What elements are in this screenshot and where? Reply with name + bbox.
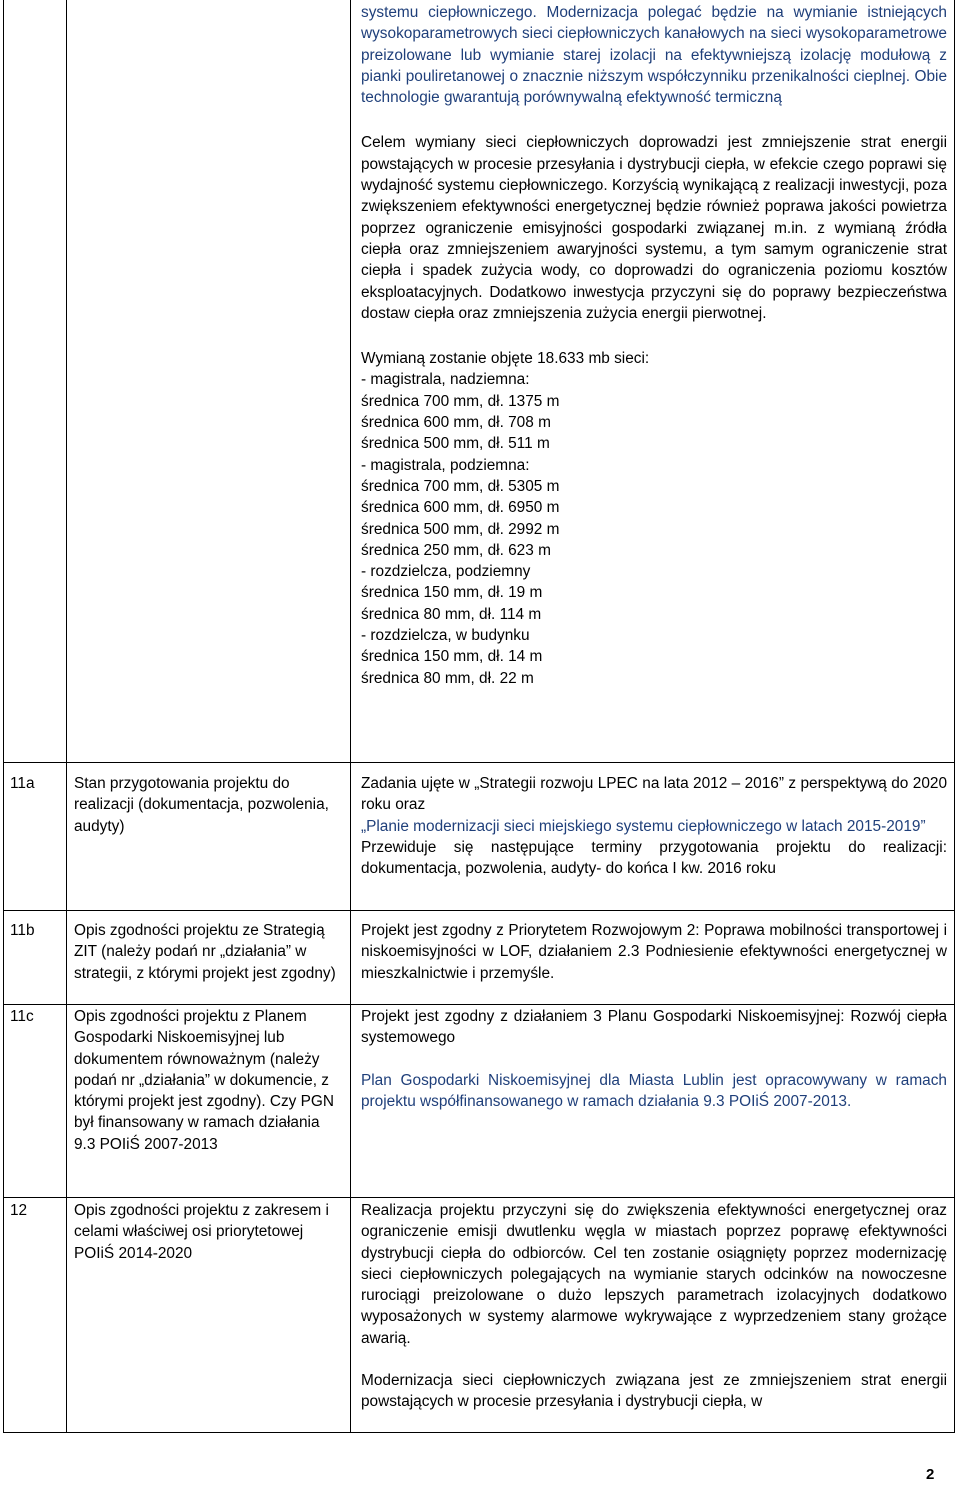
row-content-11b bbox=[361, 920, 947, 984]
list-item: średnica 600 mm, dł. 6950 m bbox=[361, 499, 560, 517]
strategy-reference: Zadania ujęte w „Strategii rozwoju LPEC na lata 2012 – 2016” z perspektywą do 2020 roku oraz bbox=[361, 775, 947, 814]
list-item: średnica 500 mm, dł. 2992 m bbox=[361, 520, 560, 538]
row-divider-11c bbox=[3, 1004, 955, 1005]
row-label-12: Opis zgodności projektu z zakresem i celami właściwej osi priorytetowej POIiŚ 2014-2020 bbox=[74, 1202, 329, 1262]
list-item: - rozdzielcza, podziemny bbox=[361, 563, 531, 581]
row-number-11a: 11a bbox=[10, 775, 35, 792]
network-modernization-text: Modernizacja sieci ciepłowniczych związana jest ze zmniejszeniem strat energii powstających w procesie przesyłania i dystrybucji ciepła, w bbox=[361, 1372, 947, 1411]
list-item: średnica 80 mm, dł. 22 m bbox=[361, 669, 534, 687]
list-item: średnica 250 mm, dł. 623 m bbox=[361, 541, 551, 559]
description-continuation bbox=[361, 2, 947, 689]
modernization-plan-reference: „Planie modernizacji sieci miejskiego systemu ciepłowniczego w latach 2015-2019” bbox=[361, 817, 926, 835]
pipe-list bbox=[361, 348, 947, 689]
list-item: średnica 700 mm, dł. 5305 m bbox=[361, 477, 560, 495]
row-number-11b: 11b bbox=[10, 922, 35, 939]
pipe-list-intro: Wymianą zostanie objęte 18.633 mb sieci: bbox=[361, 350, 650, 368]
list-item: średnica 500 mm, dł. 511 m bbox=[361, 435, 550, 453]
row-label-11a: Stan przygotowania projektu do realizacji (dokumentacja, pozwolenia, audyty) bbox=[74, 775, 329, 835]
list-item: średnica 80 mm, dł. 114 m bbox=[361, 605, 542, 623]
row-number-11c: 11c bbox=[10, 1008, 34, 1025]
row-content-11c bbox=[361, 1006, 947, 1112]
pgn-financing-text: Plan Gospodarki Niskoemisyjnej dla Miasta Lublin jest opracowywany w ramach projektu współfinansowanego w ramach działania 9.3 POIiŚ 2007-2013. bbox=[361, 1071, 947, 1110]
row-label-11b: Opis zgodności projektu ze Strategią ZIT (należy podań nr „działania” w strategii, z którymi projekt jest zgodny) bbox=[74, 922, 336, 982]
goal-paragraph: Celem wymiany sieci ciepłowniczych doprowadzi jest zmniejszenie strat energii powstających w procesie przesyłania i dystrybucji ciepła, w efekcie czego poprawi się wydajność systemu ciepłowniczego. Korzyścią wynikającą z realizacji inwestycji, poza zwiększeniem efektywności energetycznej będzie również poprawa jakości powietrza poprzez ograniczenie emisyjności gospodarki związanej m.in. z wymianą źródła ciepła oraz zmniejszeniem awaryjności systemu, a tym samym ograniczenie strat ciepła i spadek zużycia wody, co doprowadzi do ograniczenia poziomu kosztów eksploatacyjnych. Dodatkowo inwestycja przyczyni się do poprawy bezpieczeństwa dostaw ciepła oraz zmniejszenia zużycia energii pierwotnej. bbox=[361, 134, 947, 322]
pgn-compliance-text: Projekt jest zgodny z działaniem 3 Planu Gospodarki Niskoemisyjnej: Rozwój ciepła systemowego bbox=[361, 1008, 947, 1047]
row-content-11a bbox=[361, 773, 947, 879]
list-item: - magistrala, podziemna: bbox=[361, 456, 530, 474]
row-divider-11b bbox=[3, 910, 955, 911]
list-item: średnica 150 mm, dł. 19 m bbox=[361, 584, 543, 602]
preparation-schedule: Przewiduje się następujące terminy przygotowania projektu do realizacji: dokumentacja, pozwolenia, audyty- do końca I kw. 2016 roku bbox=[361, 838, 947, 878]
table-column-divider-2 bbox=[350, 0, 351, 1433]
zit-compliance-text: Projekt jest zgodny z Priorytetem Rozwojowym 2: Poprawa mobilności transportowej i niskoemisyjności w LOF, działaniem 2.3 Podniesienie efektywności energetycznej w mieszkalnictwie i przemyśle. bbox=[361, 922, 947, 982]
table-column-divider-1 bbox=[66, 0, 67, 1433]
list-item: średnica 150 mm, dł. 14 m bbox=[361, 648, 543, 666]
list-item: średnica 700 mm, dł. 1375 m bbox=[361, 392, 560, 410]
row-divider-11a bbox=[3, 762, 955, 763]
row-number-12: 12 bbox=[10, 1202, 28, 1219]
technology-paragraph: systemu ciepłowniczego. Modernizacja polegać będzie na wymianie istniejących wysokoparametrowych sieci ciepłowniczych kanałowych na sieci wysokoparametrowe preizolowane lub wymianie starej izolacji na efektywniejszą izolację modułową z pianki pouliretanowej o znacznie niższym współczynniku przenikalności cieplnej. Obie technologie gwarantują porównywalną efektywność termiczną bbox=[361, 4, 947, 107]
row-content-12 bbox=[361, 1200, 947, 1413]
row-label-11c: Opis zgodności projektu z Planem Gospodarki Niskoemisyjnej lub dokumentem równoważnym (należy podań nr „działania” w dokumencie, z którymi projekt jest zgodny). Czy PGN był finansowany w ramach działania 9.3 POIiŚ 2007-2013 bbox=[74, 1008, 335, 1153]
list-item: - magistrala, nadziemna: bbox=[361, 371, 530, 389]
row-divider-12 bbox=[3, 1197, 955, 1198]
list-item: średnica 600 mm, dł. 708 m bbox=[361, 414, 551, 432]
page-number: 2 bbox=[926, 1466, 935, 1483]
list-item: - rozdzielcza, w budynku bbox=[361, 627, 530, 645]
priority-axis-text: Realizacja projektu przyczyni się do zwiększenia efektywności energetycznej oraz ograniczenie emisji dwutlenku węgla w miastach poprzez poprawę efektywności dystrybucji ciepła do odbiorców. Cel ten zostanie osiągnięty poprzez modernizację sieci ciepłowniczych polegających na wymianie starych odcinków na nowoczesne rurociągi preizolowane o dużo lepszych parametrach izolacyjnych dodatkowo wyposażonych w systemy alarmowe wykrywające z wyprzedzeniem stany grożące awarią. bbox=[361, 1202, 947, 1347]
